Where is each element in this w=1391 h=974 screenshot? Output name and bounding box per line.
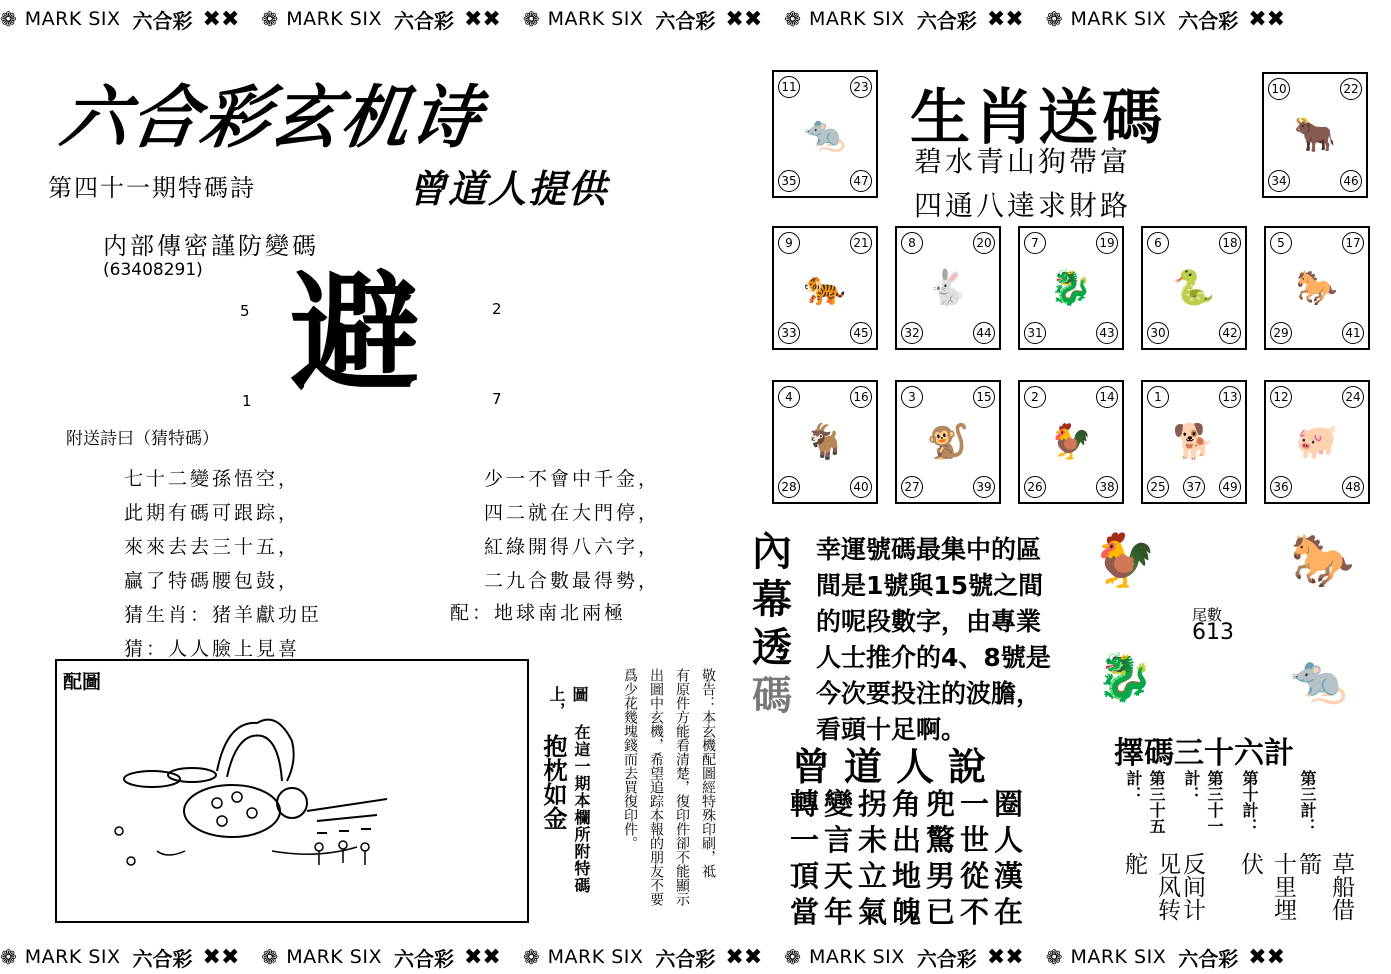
zodiac-number: 12 bbox=[1270, 386, 1292, 408]
hidden-character: 避 bbox=[290, 257, 421, 409]
banner-mark-six: MARK SIX bbox=[1070, 946, 1167, 968]
zodiac-number: 17 bbox=[1342, 232, 1364, 254]
inside-title-char: 幕 bbox=[752, 577, 792, 623]
strategy-name: 草船借箭 bbox=[1295, 852, 1354, 921]
rat-silhouette-icon: 🐀 bbox=[1290, 652, 1348, 706]
inside-text-line: 的呢段數字，由專業 bbox=[816, 607, 1042, 636]
banner-liuhecai: 六合彩 bbox=[916, 8, 977, 33]
strategy-head: 第十計： bbox=[1240, 770, 1259, 834]
flower-icon: ❁ bbox=[261, 7, 279, 31]
zodiac-number: 26 bbox=[1024, 476, 1046, 498]
banner-segment bbox=[261, 5, 504, 34]
banner-segment bbox=[784, 5, 1027, 34]
dog-icon: 🐕 bbox=[1172, 422, 1216, 462]
zodiac-number: 23 bbox=[850, 76, 872, 98]
zodiac-number: 36 bbox=[1270, 476, 1292, 498]
banner-segment bbox=[0, 5, 243, 34]
pig-icon: 🐖 bbox=[1295, 422, 1339, 462]
snake-icon: 🐍 bbox=[1172, 268, 1216, 308]
inside-title-char: 碼 bbox=[752, 673, 792, 719]
zodiac-number: 30 bbox=[1147, 322, 1169, 344]
corner-number-bl: 1 bbox=[242, 392, 252, 410]
zodiac-number: 48 bbox=[1342, 476, 1364, 498]
zodiac-card bbox=[772, 380, 878, 504]
banner-liuhecai: 六合彩 bbox=[393, 946, 454, 971]
zodiac-card bbox=[1264, 380, 1370, 504]
zodiac-number: 19 bbox=[1096, 232, 1118, 254]
top-banner bbox=[0, 2, 1391, 36]
figure-label: 配圖 bbox=[63, 671, 102, 693]
inside-text-line: 人士推介的4、8號是 bbox=[816, 643, 1051, 672]
banner-mark-six: MARK SIX bbox=[24, 946, 121, 968]
monkey-icon: 🐒 bbox=[926, 422, 970, 462]
zodiac-number: 43 bbox=[1096, 322, 1118, 344]
zodiac-number: 1 bbox=[1147, 386, 1169, 408]
goat-icon: 🐐 bbox=[803, 422, 847, 462]
banner-segment bbox=[1046, 5, 1289, 34]
zodiac-number: 15 bbox=[973, 386, 995, 408]
zodiac-card bbox=[772, 70, 878, 198]
zodiac-number: 3 bbox=[901, 386, 923, 408]
zodiac-number: 25 bbox=[1147, 476, 1169, 498]
strategy-head: 第三十五計： bbox=[1124, 770, 1166, 834]
cross-icon: ✖✖ bbox=[463, 6, 501, 32]
zodiac-number: 39 bbox=[973, 476, 995, 498]
strategy-title: 擇碼三十六計 bbox=[1114, 736, 1294, 771]
zodiac-line-1: 碧水青山狗帶富 bbox=[914, 145, 1132, 178]
corner-number-br: 7 bbox=[492, 390, 502, 408]
figure-caption-1: 在這一期本欄所附特碼 bbox=[572, 724, 591, 894]
banner-mark-six: MARK SIX bbox=[547, 946, 644, 968]
flower-icon: ❁ bbox=[784, 945, 802, 969]
zodiac-number: 42 bbox=[1219, 322, 1241, 344]
zeng-lines bbox=[790, 786, 1028, 930]
poem-line: 二九合數最得勢， bbox=[484, 570, 661, 592]
flower-icon: ❁ bbox=[0, 945, 17, 969]
inside-title bbox=[752, 528, 792, 720]
zeng-line: 頂天立地男從漢 bbox=[790, 859, 1029, 893]
banner-mark-six: MARK SIX bbox=[809, 8, 905, 30]
zodiac-number: 9 bbox=[778, 232, 800, 254]
zodiac-number: 24 bbox=[1342, 386, 1364, 408]
zodiac-number: 20 bbox=[973, 232, 995, 254]
inside-text-line: 幸運號碼最集中的區 bbox=[816, 535, 1042, 564]
dragon-silhouette-icon: 🐉 bbox=[1096, 650, 1154, 704]
inside-text-line: 看頭十足啊。 bbox=[816, 715, 967, 744]
zeng-line: 當年氣魄已不在 bbox=[790, 895, 1029, 929]
zodiac-guess: 猜生肖：猪羊獻功臣 bbox=[124, 604, 323, 626]
zodiac-number: 34 bbox=[1268, 170, 1290, 192]
zodiac-number: 27 bbox=[901, 476, 923, 498]
zodiac-number: 28 bbox=[778, 476, 800, 498]
banner-liuhecai: 六合彩 bbox=[132, 946, 193, 971]
zodiac-number: 40 bbox=[850, 476, 872, 498]
zodiac-number: 5 bbox=[1270, 232, 1292, 254]
banner-mark-six: MARK SIX bbox=[286, 8, 382, 30]
banner-liuhecai: 六合彩 bbox=[393, 8, 454, 33]
cross-icon: ✖✖ bbox=[1248, 6, 1286, 32]
pillow-illustration bbox=[57, 661, 527, 921]
provider-label: 曾道人提供 bbox=[408, 167, 609, 211]
strategy-name: 反间计 bbox=[1179, 852, 1205, 921]
flower-icon: ❁ bbox=[1045, 945, 1063, 969]
zodiac-number: 13 bbox=[1219, 386, 1241, 408]
banner-mark-six: MARK SIX bbox=[1070, 8, 1167, 30]
issue-line: 第四十一期特碼詩 bbox=[48, 174, 256, 202]
dragon-icon: 🐉 bbox=[1049, 268, 1093, 308]
ox-icon: 🐂 bbox=[1293, 115, 1337, 155]
zodiac-number: 2 bbox=[1024, 386, 1046, 408]
poem-line: 四二就在大門停， bbox=[484, 502, 661, 524]
pig-line: 猜：人人臉上見喜 bbox=[124, 638, 301, 660]
poem-left-column bbox=[124, 462, 322, 666]
strategy-head: 第三十一計： bbox=[1182, 770, 1224, 834]
secret-line: 内部傳密謹防變碼 bbox=[103, 232, 319, 260]
inside-text-line: 間是1號與15號之間 bbox=[816, 571, 1044, 600]
banner-mark-six: MARK SIX bbox=[286, 946, 382, 968]
zodiac-number: 7 bbox=[1024, 232, 1046, 254]
poem-line: 七十二變孫悟空， bbox=[124, 468, 301, 490]
flower-icon: ❁ bbox=[261, 945, 279, 969]
rooster-silhouette-icon: 🐓 bbox=[1092, 531, 1157, 591]
main-title: 六合彩玄机诗 bbox=[55, 79, 487, 158]
zodiac-number: 46 bbox=[1340, 170, 1362, 192]
inside-text bbox=[816, 532, 1051, 748]
cross-icon: ✖✖ bbox=[986, 944, 1024, 970]
zodiac-card bbox=[895, 380, 1001, 504]
zodiac-number: 10 bbox=[1268, 78, 1290, 100]
horse-icon: 🐎 bbox=[1295, 268, 1339, 308]
flower-icon: ❁ bbox=[522, 7, 540, 31]
notice-column-2: 有原件方能看清楚，復印件卻不能顯示 bbox=[674, 668, 690, 906]
cross-icon: ✖✖ bbox=[202, 6, 240, 32]
figure-box bbox=[55, 659, 529, 923]
zodiac-number: 29 bbox=[1270, 322, 1292, 344]
inside-text-line: 今次要投注的波膽， bbox=[816, 679, 1042, 708]
inside-title-char: 內 bbox=[752, 529, 792, 575]
zodiac-number: 47 bbox=[850, 170, 872, 192]
tail-value: 613 bbox=[1192, 620, 1234, 645]
zodiac-number: 37 bbox=[1183, 476, 1205, 498]
zodiac-card bbox=[1262, 72, 1368, 198]
inside-title-char: 透 bbox=[752, 625, 792, 671]
zodiac-number: 18 bbox=[1219, 232, 1241, 254]
banner-mark-six: MARK SIX bbox=[547, 8, 644, 30]
zodiac-number: 16 bbox=[850, 386, 872, 408]
banner-segment bbox=[1046, 943, 1289, 972]
cross-icon: ✖✖ bbox=[202, 944, 240, 970]
corner-number-tr: 2 bbox=[492, 300, 502, 318]
poem-line: 少一不會中千金， bbox=[484, 468, 661, 490]
tiger-icon: 🐅 bbox=[803, 268, 847, 308]
zodiac-card bbox=[1141, 380, 1247, 504]
zodiac-number: 44 bbox=[973, 322, 995, 344]
zodiac-number: 49 bbox=[1219, 476, 1241, 498]
figure-caption-2: 圖上， bbox=[547, 686, 589, 718]
flower-icon: ❁ bbox=[1045, 7, 1063, 31]
zodiac-number: 33 bbox=[778, 322, 800, 344]
banner-mark-six: MARK SIX bbox=[809, 946, 905, 968]
zodiac-number: 38 bbox=[1096, 476, 1118, 498]
zodiac-number: 11 bbox=[778, 76, 800, 98]
banner-segment bbox=[261, 943, 504, 972]
zodiac-number: 4 bbox=[778, 386, 800, 408]
zodiac-number: 6 bbox=[1147, 232, 1169, 254]
poem-line: 紅綠開得八六字， bbox=[484, 536, 661, 558]
flower-icon: ❁ bbox=[0, 7, 17, 31]
zodiac-number: 31 bbox=[1024, 322, 1046, 344]
notice-column-4: 爲少花幾塊錢而去買復印件。 bbox=[622, 668, 638, 850]
zodiac-number: 14 bbox=[1096, 386, 1118, 408]
zodiac-line-2: 四通八達求財路 bbox=[914, 189, 1132, 222]
zodiac-number: 21 bbox=[850, 232, 872, 254]
cross-icon: ✖✖ bbox=[725, 6, 763, 32]
zodiac-card bbox=[1018, 226, 1124, 350]
strategy-name: 十里埋伏 bbox=[1237, 852, 1296, 921]
figure-caption-3: 抱枕如金 bbox=[539, 734, 568, 830]
zeng-line: 轉變拐角兜一圈 bbox=[790, 787, 1029, 821]
strategy-head: 第三計： bbox=[1298, 770, 1317, 834]
poem-line: 此期有碼可跟踪， bbox=[124, 502, 301, 524]
banner-liuhecai: 六合彩 bbox=[916, 946, 977, 971]
poem-line: 來來去去三十五， bbox=[124, 536, 301, 558]
cross-icon: ✖✖ bbox=[725, 944, 763, 970]
zodiac-card bbox=[895, 226, 1001, 350]
zodiac-number: 22 bbox=[1340, 78, 1362, 100]
poem-intro: 附送詩曰（猜特碼） bbox=[66, 429, 219, 449]
banner-liuhecai: 六合彩 bbox=[655, 8, 716, 33]
poem-right-column bbox=[484, 462, 660, 598]
cross-icon: ✖✖ bbox=[1248, 944, 1286, 970]
zodiac-number: 35 bbox=[778, 170, 800, 192]
banner-liuhecai: 六合彩 bbox=[1178, 8, 1239, 33]
corner-number-tl: 5 bbox=[240, 302, 250, 320]
banner-segment bbox=[784, 943, 1027, 972]
flower-icon: ❁ bbox=[522, 945, 540, 969]
zodiac-number: 45 bbox=[850, 322, 872, 344]
rat-icon: 🐀 bbox=[803, 114, 847, 154]
phone-number: (63408291) bbox=[103, 260, 203, 280]
banner-liuhecai: 六合彩 bbox=[655, 946, 716, 971]
zodiac-number: 32 bbox=[901, 322, 923, 344]
rooster-icon: 🐓 bbox=[1049, 422, 1093, 462]
rabbit-icon: 🐇 bbox=[926, 268, 970, 308]
strategy-name: 见风转舵 bbox=[1121, 852, 1180, 921]
zeng-line: 一言未出驚世人 bbox=[790, 823, 1029, 857]
zodiac-number: 41 bbox=[1342, 322, 1364, 344]
zodiac-title: 生肖送碼 bbox=[910, 83, 1166, 153]
zodiac-card bbox=[1141, 226, 1247, 350]
zodiac-card bbox=[1264, 226, 1370, 350]
zeng-title: 曾道人說 bbox=[792, 744, 1001, 789]
poem-line: 贏了特碼腰包鼓， bbox=[124, 570, 301, 592]
tail-label: 尾數 bbox=[1192, 606, 1223, 624]
banner-segment bbox=[523, 5, 766, 34]
zodiac-card bbox=[772, 226, 878, 350]
bottom-banner bbox=[0, 940, 1391, 974]
flower-icon: ❁ bbox=[784, 7, 802, 31]
banner-liuhecai: 六合彩 bbox=[1178, 946, 1239, 971]
horse-silhouette-icon: 🐎 bbox=[1290, 531, 1355, 591]
zodiac-card bbox=[1018, 380, 1124, 504]
notice-column-1: 敬告：本玄機配圖經特殊印刷，祗 bbox=[700, 668, 716, 878]
notice-column-3: 出圖中玄機，希望追踪本報的朋友不要 bbox=[648, 668, 664, 906]
banner-segment bbox=[0, 943, 243, 972]
banner-segment bbox=[523, 943, 766, 972]
cross-icon: ✖✖ bbox=[463, 944, 501, 970]
zodiac-number: 8 bbox=[901, 232, 923, 254]
banner-liuhecai: 六合彩 bbox=[132, 8, 193, 33]
banner-mark-six: MARK SIX bbox=[24, 8, 121, 30]
pair-line: 配：地球南北兩極 bbox=[450, 602, 627, 624]
cross-icon: ✖✖ bbox=[986, 6, 1024, 32]
